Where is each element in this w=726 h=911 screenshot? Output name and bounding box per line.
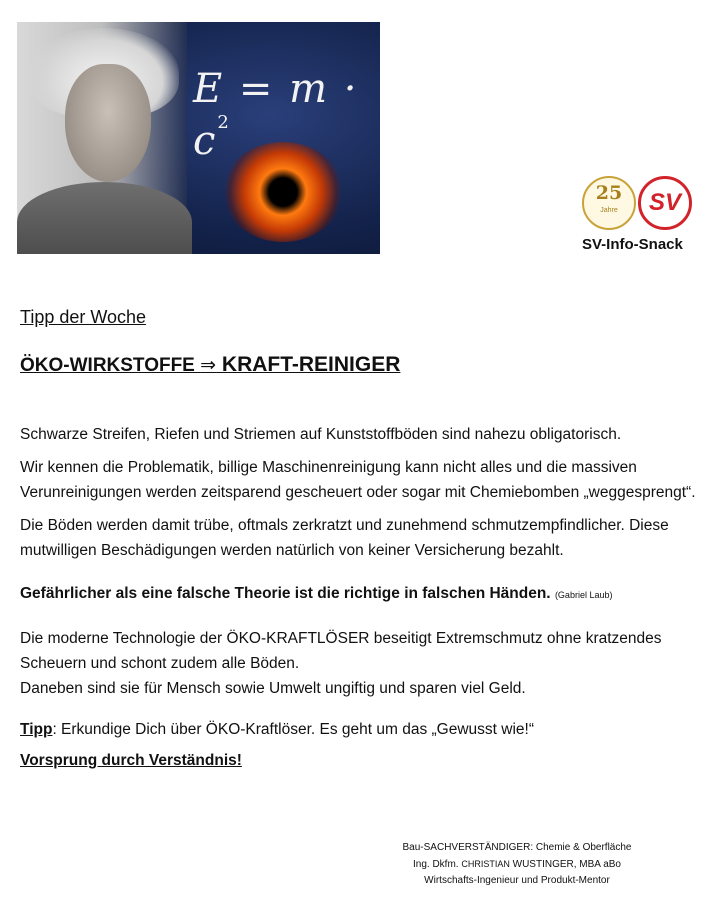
black-hole-image (223, 142, 343, 242)
formula-exponent: 2 (217, 112, 231, 133)
sv-logo-text: SV (648, 189, 681, 216)
signature-block (392, 840, 642, 889)
paragraph-4-line1: Die moderne Technologie der ÖKO-KRAFTLÖSER beseitigt Extremschmutz ohne kratzendes Scheuern und schont zudem alle Böden. (20, 630, 662, 672)
section-label: Tipp der Woche (20, 307, 147, 327)
footer-line-3: Wirtschafts-Ingenieur und Produkt-Mentor (424, 875, 610, 886)
quote (20, 581, 712, 608)
article (20, 305, 712, 773)
footer-line-2-name: CHRISTIAN (461, 859, 510, 869)
einstein-portrait (17, 22, 187, 254)
hero-image (17, 22, 380, 254)
quote-author: (Gabriel Laub) (554, 590, 613, 600)
tipp-text: : Erkundige Dich über ÖKO-Kraftlöser. Es geht um das „Gewusst wie!“ (52, 721, 534, 738)
headline (20, 352, 712, 378)
anniversary-number: 25 (595, 182, 623, 204)
footer-line-1: Bau-SACHVERSTÄNDIGER: Chemie & Oberfläche (402, 842, 632, 853)
logo-badges (582, 176, 694, 232)
formula-base: E = m · c (193, 66, 359, 164)
anniversary-label: Jahre (600, 207, 618, 214)
headline-part1: ÖKO-WIRKSTOFFE (20, 355, 201, 376)
portrait-face (65, 64, 151, 182)
arrow-icon: ⇒ (200, 355, 217, 376)
portrait-jacket (17, 182, 192, 254)
paragraph-4-line2: Daneben sind sie für Mensch sowie Umwelt ungiftig und sparen viel Geld. (20, 680, 526, 697)
anniversary-badge (582, 176, 636, 230)
paragraph-4 (20, 626, 712, 701)
headline-part2: KRAFT-REINIGER (216, 353, 401, 376)
sv-logo (638, 176, 692, 230)
slogan: Vorsprung durch Verständnis! (20, 752, 242, 769)
quote-text: Gefährlicher als eine falsche Theorie ist die richtige in falschen Händen. (20, 585, 551, 602)
tipp (20, 717, 712, 742)
tipp-label: Tipp (20, 721, 53, 738)
paragraph-1: Schwarze Streifen, Riefen und Striemen auf Kunststoffböden sind nahezu obligatorisch. (20, 426, 622, 443)
footer-line-2 (392, 856, 642, 873)
footer-line-2-prefix: Ing. Dkfm. (412, 859, 462, 870)
footer-line-2-suffix: WUSTINGER, MBA aBo (509, 859, 621, 870)
paragraph-2: Wir kennen die Problematik, billige Maschinenreinigung kann nicht alles und die massiven Verunreinigungen werden zeitsparend gescheuert oder sogar mit Chemiebomben „weggesprengt“. (20, 459, 696, 501)
snack-title: SV-Info-Snack (582, 236, 683, 253)
paragraph-3: Die Böden werden damit trübe, oftmals zerkratzt und zunehmend schmutzempfindlicher. Diese mutwilligen Beschädigungen werden natürlich von keiner Versicherung bezahlt. (20, 517, 669, 559)
